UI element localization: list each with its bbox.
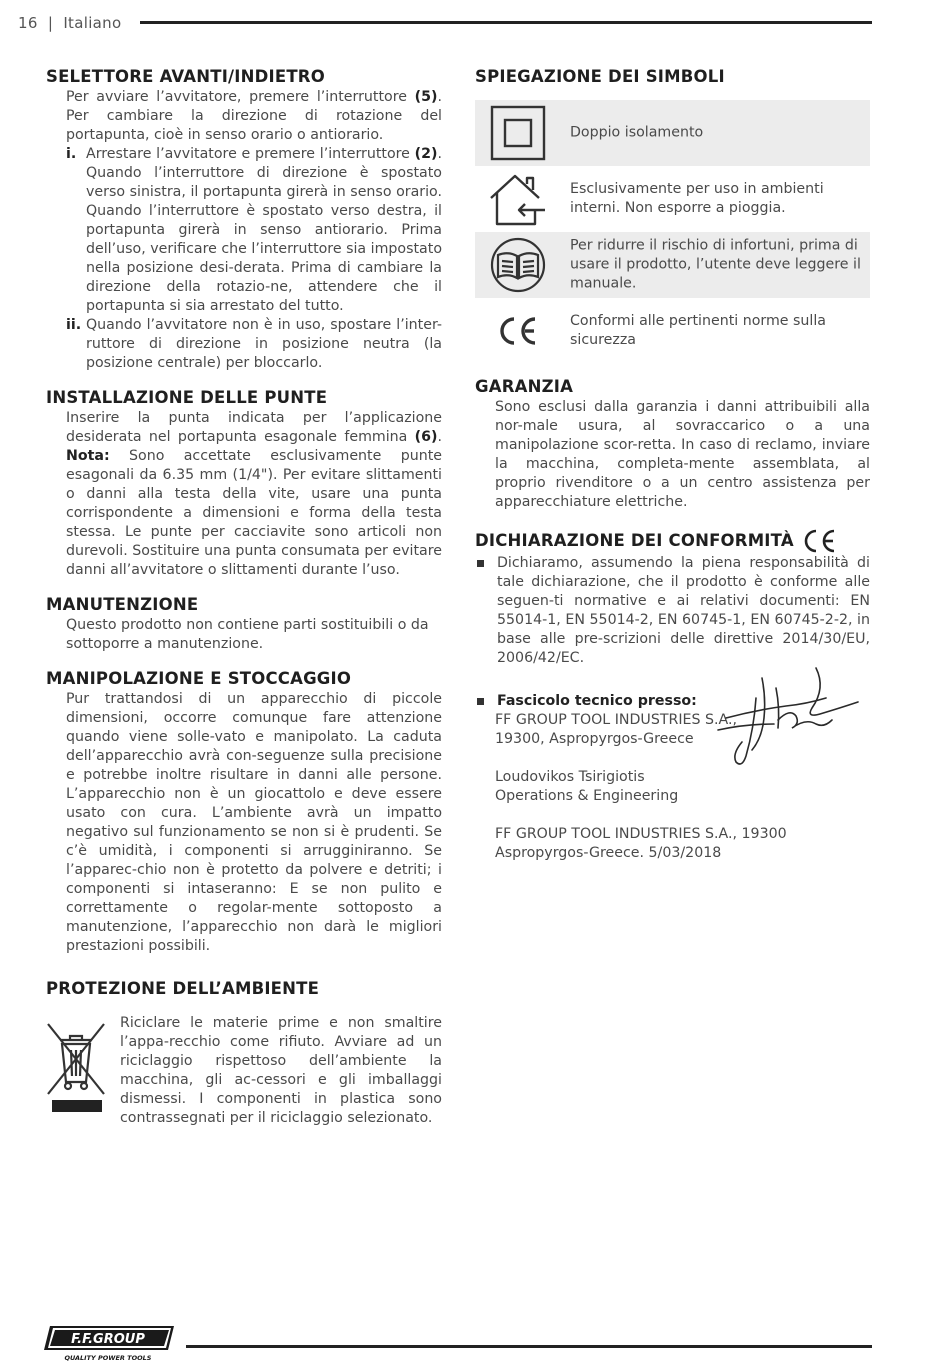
- address-company: FF GROUP TOOL INDUSTRIES S.A.,: [495, 712, 738, 728]
- section-title: [475, 528, 870, 554]
- page-header: [18, 14, 121, 32]
- text-run: . Quando l’interruttore di direzione è spostato verso sinistra, il portapunta girerà in senso orario. Quando l’interruttore è spostato verso destra, il portapunta girerà in senso antiorario. Prima dell’uso, verificare che l’interruttore sia impostato nella posizione desi-derata. Prima di cambiare la direzione della rotazio-ne, attendere che il portapunta si sia arrestato del tutto.: [86, 146, 442, 314]
- environment-block: [46, 1014, 442, 1134]
- left-column: [46, 66, 442, 1148]
- section-title: MANUTENZIONE: [46, 595, 199, 614]
- list-item: [66, 145, 442, 316]
- section-manipolazione: [46, 668, 442, 956]
- ref-number: (5): [414, 89, 438, 105]
- symbol-row: [475, 100, 870, 166]
- section-title: PROTEZIONE DELL’AMBIENTE: [46, 979, 320, 998]
- header-separator: |: [47, 14, 54, 32]
- bullet-item: [475, 554, 870, 668]
- section-text: [66, 88, 442, 145]
- place-date: Aspropyrgos-Greece. 5/03/2018: [495, 845, 722, 861]
- section-title: SELETTORE AVANTI/INDIETRO: [46, 67, 325, 86]
- symbol-text: Per ridurre il rischio di infortuni, prima di usare il prodotto, l’utente deve leggere il manuale.: [570, 237, 861, 292]
- ce-mark-icon: [802, 528, 836, 554]
- section-selettore: [46, 66, 442, 373]
- list-text: [86, 145, 442, 316]
- section-title-text: DICHIARAZIONE DEI CONFORMITÀ: [475, 531, 794, 550]
- section-text: [66, 409, 442, 580]
- signatory-name: Loudovikos Tsirigiotis: [495, 769, 645, 785]
- ref-number: (2): [414, 146, 438, 162]
- section-title: GARANZIA: [475, 377, 574, 396]
- text-run: . Per cambiare la direzione di rotazione del portapunta, cioè in senso orario o antiorario.: [66, 89, 442, 143]
- bullet-square: [477, 560, 484, 567]
- double-insulation-icon: [489, 104, 547, 162]
- symbol-text: Conformi alle pertinenti norme sulla sicurezza: [570, 313, 826, 348]
- section-simboli: [475, 66, 870, 364]
- section-title: INSTALLAZIONE DELLE PUNTE: [46, 388, 328, 407]
- section-title: SPIEGAZIONE DEI SIMBOLI: [475, 67, 725, 86]
- header-rule: [140, 21, 872, 24]
- list-number: i.: [66, 146, 77, 162]
- list-item: [66, 316, 442, 373]
- signatory-role: Operations & Engineering: [495, 788, 679, 804]
- text-run: Inserire la punta indicata per l’applicazione desiderata nel portapunta esagonale femmina: [66, 410, 442, 445]
- section-text: Riciclare le materie prime e non smaltire l’appa-recchio come rifiuto. Avviare ad un riciclaggio rispettoso dell’ambiente la macchina, gli ac-cessori e gli imballaggi dismessi. I componenti in plastica sono contrassegnati per il riciclaggio selezionato.: [120, 1015, 442, 1126]
- ff-group-logo: [44, 1324, 176, 1362]
- text-run: Arrestare l’avvitatore e premere l’interruttore: [86, 146, 415, 162]
- address-city: 19300, Aspropyrgos-Greece: [495, 731, 694, 747]
- logo-text: F.F.GROUP: [71, 1332, 145, 1347]
- bullet-text: Fascicolo tecnico presso:: [497, 693, 697, 709]
- bullet-text: Dichiaramo, assumendo la piena responsabilità di tale dichiarazione, che il prodotto è conforme alle seguen-ti normative e ai relativi documenti: EN 55014-1, EN 55014-2, EN 60745-1, EN 60745-2-2, in base alle pre-scrizioni delle direttive 2014/30/EU, 2006/42/EC.: [497, 555, 870, 666]
- header-language: Italiano: [63, 14, 122, 32]
- company-address: FF GROUP TOOL INDUSTRIES S.A., 19300: [495, 826, 787, 842]
- manual-book-icon: [489, 236, 547, 294]
- text-run: Sono accettate esclusivamente punte esagonali da 6.35 mm (1/4"). Per evitare slittamenti o danni alla testa della vite, usare una punta corrispondente a dimensioni e forma della testa stessa. Le punte per cacciavite sono articoli non durevoli. Sostituire una punta consumata per evitare danni all’avvitatore o slittamenti durante l’uso.: [66, 448, 442, 578]
- section-installazione: [46, 387, 442, 580]
- page-number: 16: [18, 14, 38, 32]
- section-text: Sono esclusi dalla garanzia i danni attribuibili alla nor-male usura, al sovraccarico o a una manipolazione scor-retta. In caso di reclamo, inviare la macchina, completa-mente assemblata, al proprio rivenditore o a un centro assistenza per apparecchiature elettriche.: [495, 399, 870, 510]
- symbol-text: Esclusivamente per uso in ambienti interni. Non esporre a pioggia.: [570, 181, 824, 216]
- ce-mark-icon: [489, 302, 547, 360]
- signature-image: [716, 658, 864, 774]
- list-number: ii.: [66, 317, 82, 333]
- text-run: Per avviare l’avvitatore, premere l’interruttore: [66, 89, 415, 105]
- section-garanzia: [475, 376, 870, 512]
- section-text: Pur trattandosi di un apparecchio di piccole dimensioni, occorre comunque fare attenzione quando viene solle-vato e manipolato. La caduta dell’apparecchio avrà con-seguenze sulla precisione e potrebbe inoltre risultare in danni alle persone. L’apparecchio non è un giocattolo e deve essere usato con cura. L’ambiente avrà un impatto negativo sul funzionamento se non si è prudenti. Se c’è umidità, i componenti si arrugginiranno. Se l’apparec-chio non è protetto da polvere e detriti; i componenti si intaseranno: E se non pulito e correttamente o regolar-mente sottoposto a manutenzione, l’apparecchio non darà le migliori prestazioni possibili.: [66, 691, 442, 954]
- symbol-row: [475, 166, 870, 232]
- note-label: Nota:: [66, 448, 110, 464]
- section-manutenzione: [46, 594, 442, 654]
- bullet-square: [477, 698, 484, 705]
- text-run: .: [437, 429, 442, 445]
- indoor-house-icon: [489, 170, 547, 228]
- section-title: MANIPOLAZIONE E STOCCAGGIO: [46, 669, 352, 688]
- footer-rule: [186, 1345, 872, 1348]
- symbol-row: [475, 298, 870, 364]
- ref-number: (6): [414, 429, 438, 445]
- section-ambiente: [46, 978, 442, 1134]
- section-dichiarazione: [475, 528, 870, 668]
- symbol-row: [475, 232, 870, 298]
- crossed-bin-icon: [46, 1020, 106, 1112]
- logo-tagline: QUALITY POWER TOOLS: [64, 1354, 152, 1362]
- section-text: Questo prodotto non contiene parti sostituibili o da sottoporre a manutenzione.: [66, 617, 429, 652]
- list-text: Quando l’avvitatore non è in uso, spostare l’inter-ruttore di direzione in posizione neutra (la posizione centrale) per bloccarlo.: [86, 317, 442, 371]
- symbol-text: Doppio isolamento: [570, 124, 704, 141]
